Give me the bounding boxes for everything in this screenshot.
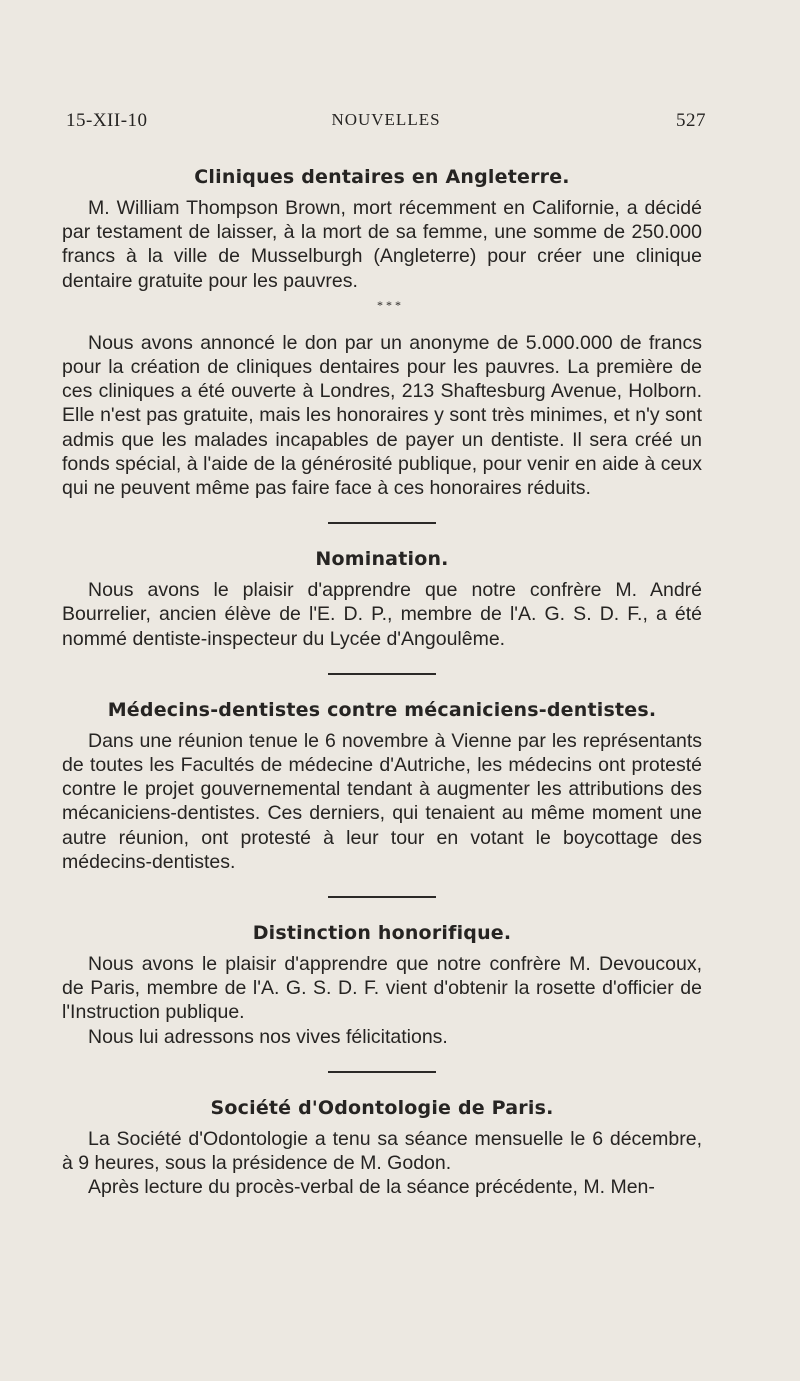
section-divider bbox=[328, 1071, 436, 1073]
article-paragraph: Nous lui adressons nos vives félicitations. bbox=[88, 1025, 448, 1048]
article-paragraph: Nous avons le plaisir d'apprendre que notre confrère M. André Bourrelier, ancien élève de l'E. D. P., membre de l'A. G. S. D. F., a été nommé dentiste-inspecteur du Lycée d'Angoulême. bbox=[62, 579, 702, 650]
page-body bbox=[62, 162, 702, 1199]
article-paragraph: M. William Thompson Brown, mort récemment en Californie, a décidé par testament de laisser, à la mort de sa femme, une somme de 250.000 francs à la ville de Musselburgh (Angleterre) pour créer une clinique dentaire gratuite pour les pauvres. bbox=[62, 197, 702, 292]
article-paragraph: Après lecture du procès-verbal de la séance précédente, M. Men- bbox=[88, 1176, 655, 1199]
article-title: Nomination. bbox=[315, 548, 449, 571]
article-title: Société d'Odontologie de Paris. bbox=[210, 1096, 554, 1119]
article-paragraph: La Société d'Odontologie a tenu sa séance mensuelle le 6 décembre, à 9 heures, sous la présidence de M. Godon. bbox=[62, 1127, 702, 1175]
article-title: Cliniques dentaires en Angleterre. bbox=[194, 166, 570, 188]
article-paragraph: Dans une réunion tenue le 6 novembre à Vienne par les représentants de toutes les Facultés de médecine d'Autriche, les médecins ont protesté contre le projet gouvernemental tendant à augmenter les attributions des mécaniciens-dentistes. Ces derniers, qui tenaient au même moment une autre réunion, ont protesté à leur tour en votant le boycottage des médecins-dentistes. bbox=[62, 729, 702, 873]
page-number: 527 bbox=[676, 110, 706, 131]
article-paragraph: Nous avons annoncé le don par un anonyme de 5.000.000 de francs pour la création de cliniques dentaires pour les pauvres. La première de ces cliniques a été ouverte à Londres, 213 Shaftesburg Avenue, Holborn. Elle n'est pas gratuite, mais les honoraires y sont très minimes, et n'y sont admis que les malades incapables de payer un dentiste. Il sera créé un fonds spécial, à l'aide de la générosité publique, pour venir en aide à ceux qui ne peuvent même pas faire face à ces honoraires réduits. bbox=[62, 331, 702, 500]
article-title: Distinction honorifique. bbox=[252, 922, 512, 945]
section-name: NOUVELLES bbox=[331, 110, 441, 129]
section-divider bbox=[328, 673, 436, 675]
article-title: Médecins-dentistes contre mécaniciens-dentistes. bbox=[107, 698, 657, 721]
section-divider bbox=[328, 522, 436, 524]
issue-date: 15-XII-10 bbox=[66, 110, 148, 131]
article-paragraph: Nous avons le plaisir d'apprendre que notre confrère M. Devoucoux, de Paris, membre de l'A. G. S. D. F. vient d'obtenir la rosette d'officier de l'Instruction publique. bbox=[62, 953, 702, 1024]
section-divider bbox=[328, 896, 436, 898]
running-header bbox=[66, 110, 706, 138]
asterism-separator: * * * bbox=[377, 297, 401, 312]
